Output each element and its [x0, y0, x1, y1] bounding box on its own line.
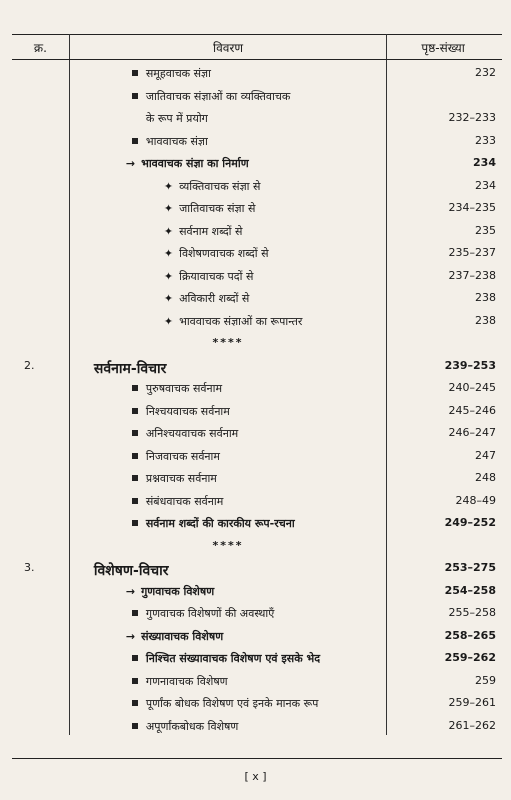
- bullet-square-icon: [132, 430, 138, 436]
- toc-entry-label: निश्चित संख्यावाचक विशेषण एवं इसके भेद: [145, 652, 321, 665]
- toc-row-number: [12, 713, 69, 736]
- toc-row-page: [387, 353, 502, 376]
- toc-entry-label: विशेषण-विचार: [93, 563, 169, 579]
- toc-row-number: [12, 668, 69, 691]
- toc-row-number: [12, 690, 69, 713]
- toc-row-page: [387, 375, 502, 398]
- page-range: 246–247: [448, 426, 496, 439]
- diamond-bullet-icon: ✦: [163, 247, 174, 260]
- toc-entry: [132, 449, 220, 464]
- toc-entry: [126, 629, 223, 644]
- page-range: 249–252: [444, 516, 496, 529]
- toc-row: [12, 465, 502, 488]
- toc-row-page: [387, 533, 502, 556]
- toc-row-description: [69, 600, 386, 623]
- toc-entry-label: विशेषणवाचक शब्दों से: [179, 247, 269, 260]
- page-range: 234–235: [448, 201, 496, 214]
- bottom-rule: [12, 758, 502, 759]
- toc-row-description: [69, 195, 386, 218]
- toc-row-number: [12, 555, 69, 578]
- toc-entry: [164, 314, 302, 329]
- toc-row: [12, 330, 502, 353]
- toc-row: [12, 398, 502, 421]
- toc-entry: [126, 156, 249, 171]
- col-number-header: क्र.: [12, 35, 69, 60]
- toc-entry-label: सर्वनाम शब्दों की कारकीय रूप-रचना: [145, 517, 295, 530]
- toc-row-number: [12, 173, 69, 196]
- toc-entry-label: जातिवाचक संज्ञा से: [179, 202, 256, 215]
- toc-row-number: [12, 420, 69, 443]
- toc-row-page: [387, 330, 502, 353]
- toc-entry-label: प्रश्नवाचक सर्वनाम: [145, 472, 217, 485]
- toc-entry: [132, 606, 274, 621]
- toc-row-description: [69, 555, 386, 578]
- page-range: 239–253: [444, 358, 496, 372]
- toc-row: [12, 240, 502, 263]
- page-range: 253–275: [444, 561, 496, 574]
- toc-entry: [132, 651, 320, 666]
- page-range: 238: [475, 291, 496, 304]
- page-range: 248–49: [455, 493, 496, 507]
- toc-row-number: [12, 150, 69, 173]
- toc-row-description: [69, 510, 386, 533]
- toc-row-number: [12, 533, 69, 556]
- toc-entry: [132, 134, 208, 149]
- toc-row: [12, 623, 502, 646]
- toc-entry: [164, 246, 269, 261]
- toc-row-number: [12, 600, 69, 623]
- toc-row-number: [12, 263, 69, 286]
- toc-row-number: [12, 128, 69, 151]
- toc-row: [12, 645, 502, 668]
- toc-row-page: [387, 645, 502, 668]
- toc-row-page: [387, 218, 502, 241]
- toc-row: [12, 173, 502, 196]
- page-range: 240–245: [448, 381, 496, 394]
- toc-row: [12, 195, 502, 218]
- page-range: 259–262: [444, 651, 496, 664]
- toc-row-description: [69, 60, 386, 83]
- toc-row-description: [69, 578, 386, 601]
- page-range: 234: [473, 156, 496, 169]
- page-range: 235: [475, 223, 496, 237]
- toc-row: [12, 150, 502, 173]
- bullet-square-icon: [132, 655, 138, 661]
- toc-entry-label: अपूर्णांकबोधक विशेषण: [145, 719, 239, 733]
- bullet-square-icon: [132, 610, 138, 616]
- page-range: 232–233: [448, 111, 496, 124]
- page-range: 237–238: [448, 268, 496, 282]
- arrow-right-icon: →: [125, 584, 136, 598]
- toc-entry-label: भाववाचक संज्ञा: [145, 134, 208, 148]
- toc-entry: [126, 584, 214, 599]
- toc-row: [12, 488, 502, 511]
- toc-row-description: [69, 105, 386, 128]
- toc-row: [12, 668, 502, 691]
- toc-entry-label: क्रियावाचक पदों से: [179, 269, 254, 283]
- toc-row: [12, 218, 502, 241]
- toc-row-description: [69, 375, 386, 398]
- toc-row-description: [69, 240, 386, 263]
- toc-row-number: [12, 308, 69, 331]
- toc-row: [12, 600, 502, 623]
- toc-table: [12, 34, 502, 735]
- toc-row-description: [69, 465, 386, 488]
- page-range: 258–265: [444, 628, 496, 642]
- toc-row-page: [387, 488, 502, 511]
- toc-row-description: [69, 218, 386, 241]
- toc-entry-label: पूर्णांक बोधक विशेषण एवं इनके मानक रूप: [145, 697, 319, 710]
- toc-row-description: [69, 128, 386, 151]
- toc-entry: [132, 696, 319, 711]
- section-number: 2.: [24, 358, 35, 372]
- toc-row-page: [387, 105, 502, 128]
- toc-entry-label: सर्वनाम शब्दों से: [179, 224, 243, 238]
- toc-row-number: [12, 488, 69, 511]
- toc-entry-label: के रूप में प्रयोग: [145, 112, 208, 125]
- toc-entry: [164, 201, 256, 216]
- toc-entry: [132, 404, 230, 419]
- toc-row-number: [12, 60, 69, 83]
- toc-entry: [132, 89, 290, 104]
- page-range: 234: [475, 178, 496, 192]
- toc-entry-label: जातिवाचक संज्ञाओं का व्यक्तिवाचक: [145, 89, 291, 103]
- toc-row-description: [69, 330, 386, 353]
- toc-entry: [146, 111, 208, 126]
- col-page-header: पृष्ठ-संख्या: [387, 35, 502, 60]
- toc-row-page: [387, 263, 502, 286]
- toc-entry: [132, 674, 228, 689]
- toc-row: [12, 510, 502, 533]
- toc-row-page: [387, 465, 502, 488]
- page-range: 254–258: [444, 583, 496, 597]
- toc-row: [12, 353, 502, 376]
- toc-row-number: [12, 443, 69, 466]
- toc-row-page: [387, 308, 502, 331]
- toc-entry-label: अनिश्चयवाचक सर्वनाम: [145, 427, 239, 440]
- page-range: 255–258: [448, 606, 496, 619]
- toc-entry: [132, 381, 222, 396]
- diamond-bullet-icon: ✦: [163, 224, 174, 238]
- page-range: 261–262: [448, 718, 496, 732]
- toc-row-description: [69, 623, 386, 646]
- toc-entry-label: निजवाचक सर्वनाम: [145, 449, 220, 463]
- bullet-square-icon: [132, 520, 138, 526]
- bullet-square-icon: [132, 475, 138, 481]
- bullet-square-icon: [132, 93, 138, 99]
- page-range: 232: [475, 66, 496, 79]
- toc-header-row: [12, 35, 502, 60]
- toc-entry: [132, 719, 239, 734]
- toc-row-page: [387, 623, 502, 646]
- section-number: 3.: [24, 561, 35, 574]
- toc-entry-label: सर्वनाम-विचार: [93, 360, 167, 377]
- toc-row-page: [387, 443, 502, 466]
- toc-entry: [132, 494, 223, 509]
- toc-row-page: [387, 195, 502, 218]
- arrow-right-icon: →: [125, 629, 136, 643]
- toc-row-description: [69, 263, 386, 286]
- section-separator: ****: [212, 336, 244, 349]
- toc-entry: [132, 66, 211, 81]
- toc-entry-label: गुणवाचक विशेषणों की अवस्थाएँ: [145, 607, 275, 620]
- page-number: [ x ]: [244, 770, 267, 783]
- toc-row-number: [12, 83, 69, 106]
- toc-row-page: [387, 555, 502, 578]
- bullet-square-icon: [132, 138, 138, 144]
- toc-row: [12, 420, 502, 443]
- toc-row-description: [69, 150, 386, 173]
- col-description-header: विवरण: [69, 35, 386, 60]
- toc-row-description: [69, 488, 386, 511]
- toc-entry: [132, 426, 238, 441]
- diamond-bullet-icon: ✦: [163, 292, 174, 305]
- toc-row-page: [387, 690, 502, 713]
- toc-row-number: [12, 285, 69, 308]
- arrow-right-icon: →: [125, 157, 136, 170]
- toc-row: [12, 690, 502, 713]
- diamond-bullet-icon: ✦: [163, 269, 174, 283]
- toc-row: [12, 128, 502, 151]
- toc-row-description: [69, 308, 386, 331]
- diamond-bullet-icon: ✦: [163, 314, 174, 328]
- toc-row-number: [12, 398, 69, 421]
- bullet-square-icon: [132, 385, 138, 391]
- toc-entry-label: निश्चयवाचक सर्वनाम: [145, 404, 230, 418]
- toc-entry: [132, 516, 295, 531]
- toc-entry-label: गुणवाचक विशेषण: [141, 584, 215, 598]
- bullet-square-icon: [132, 408, 138, 414]
- toc-row-description: [69, 533, 386, 556]
- toc-row-number: [12, 353, 69, 376]
- page-range: 238: [475, 313, 496, 327]
- toc-row-description: [69, 420, 386, 443]
- toc-entry: [164, 179, 261, 194]
- toc-row-number: [12, 330, 69, 353]
- page-range: 248: [475, 471, 496, 484]
- toc-row-page: [387, 240, 502, 263]
- toc-entry-label: संबंधवाचक सर्वनाम: [145, 494, 224, 508]
- page-range: 259–261: [448, 696, 496, 709]
- toc-entry: [132, 471, 217, 486]
- toc-row-page: [387, 713, 502, 736]
- toc-row-page: [387, 285, 502, 308]
- toc-row-number: [12, 623, 69, 646]
- toc-row-number: [12, 105, 69, 128]
- toc-row: [12, 105, 502, 128]
- toc-row-number: [12, 578, 69, 601]
- diamond-bullet-icon: ✦: [163, 202, 174, 215]
- toc-row-page: [387, 510, 502, 533]
- toc-entry-label: संख्यावाचक विशेषण: [141, 629, 224, 643]
- toc-row: [12, 555, 502, 578]
- toc-row: [12, 375, 502, 398]
- toc-row-description: [69, 285, 386, 308]
- section-separator: ****: [212, 538, 244, 552]
- toc-entry-label: अविकारी शब्दों से: [179, 292, 250, 305]
- toc-row-description: [69, 690, 386, 713]
- toc-entry-label: भाववाचक संज्ञाओं का रूपान्तर: [179, 314, 303, 328]
- toc-row-description: [69, 443, 386, 466]
- toc-row-page: [387, 398, 502, 421]
- toc-row-number: [12, 645, 69, 668]
- toc-entry-label: गणनावाचक विशेषण: [145, 674, 228, 688]
- toc-entry-label: समूहवाचक संज्ञा: [145, 67, 211, 80]
- toc-row: [12, 263, 502, 286]
- page-range: 235–237: [448, 246, 496, 259]
- toc-row-number: [12, 375, 69, 398]
- toc-row: [12, 60, 502, 83]
- toc-row-page: [387, 60, 502, 83]
- bullet-square-icon: [132, 70, 138, 76]
- page-range: 245–246: [448, 403, 496, 417]
- toc-row-page: [387, 668, 502, 691]
- toc-row-page: [387, 578, 502, 601]
- toc-row: [12, 578, 502, 601]
- toc-row-description: [69, 173, 386, 196]
- toc-row: [12, 443, 502, 466]
- toc-row-number: [12, 218, 69, 241]
- toc-body: [12, 60, 502, 736]
- toc-entry: [164, 224, 243, 239]
- toc-row-page: [387, 173, 502, 196]
- toc-entry: [164, 291, 250, 306]
- bullet-square-icon: [132, 678, 138, 684]
- page-range: 259: [475, 673, 496, 687]
- toc-row-page: [387, 150, 502, 173]
- toc-row-page: [387, 600, 502, 623]
- toc-entry-label: पुरुषवाचक सर्वनाम: [145, 382, 223, 395]
- toc-entry-label: व्यक्तिवाचक संज्ञा से: [179, 179, 261, 193]
- toc-row: [12, 533, 502, 556]
- toc-row-description: [69, 713, 386, 736]
- bullet-square-icon: [132, 498, 138, 504]
- bullet-square-icon: [132, 700, 138, 706]
- toc-row-number: [12, 510, 69, 533]
- toc-row-page: [387, 83, 502, 106]
- bullet-square-icon: [132, 453, 138, 459]
- toc-row: [12, 308, 502, 331]
- toc-row-description: [69, 668, 386, 691]
- page-range: 247: [475, 448, 496, 462]
- toc-row-number: [12, 195, 69, 218]
- diamond-bullet-icon: ✦: [163, 179, 174, 193]
- toc-row: [12, 83, 502, 106]
- toc-row-description: [69, 645, 386, 668]
- toc-row: [12, 285, 502, 308]
- toc-row-number: [12, 465, 69, 488]
- toc-row-page: [387, 128, 502, 151]
- toc-row-page: [387, 420, 502, 443]
- toc-row-description: [69, 353, 386, 376]
- toc-row-description: [69, 83, 386, 106]
- bullet-square-icon: [132, 723, 138, 729]
- toc-row: [12, 713, 502, 736]
- toc-row-number: [12, 240, 69, 263]
- toc-row-description: [69, 398, 386, 421]
- page-range: 233: [475, 133, 496, 147]
- toc-entry: [164, 269, 254, 284]
- toc-entry-label: भाववाचक संज्ञा का निर्माण: [141, 157, 249, 170]
